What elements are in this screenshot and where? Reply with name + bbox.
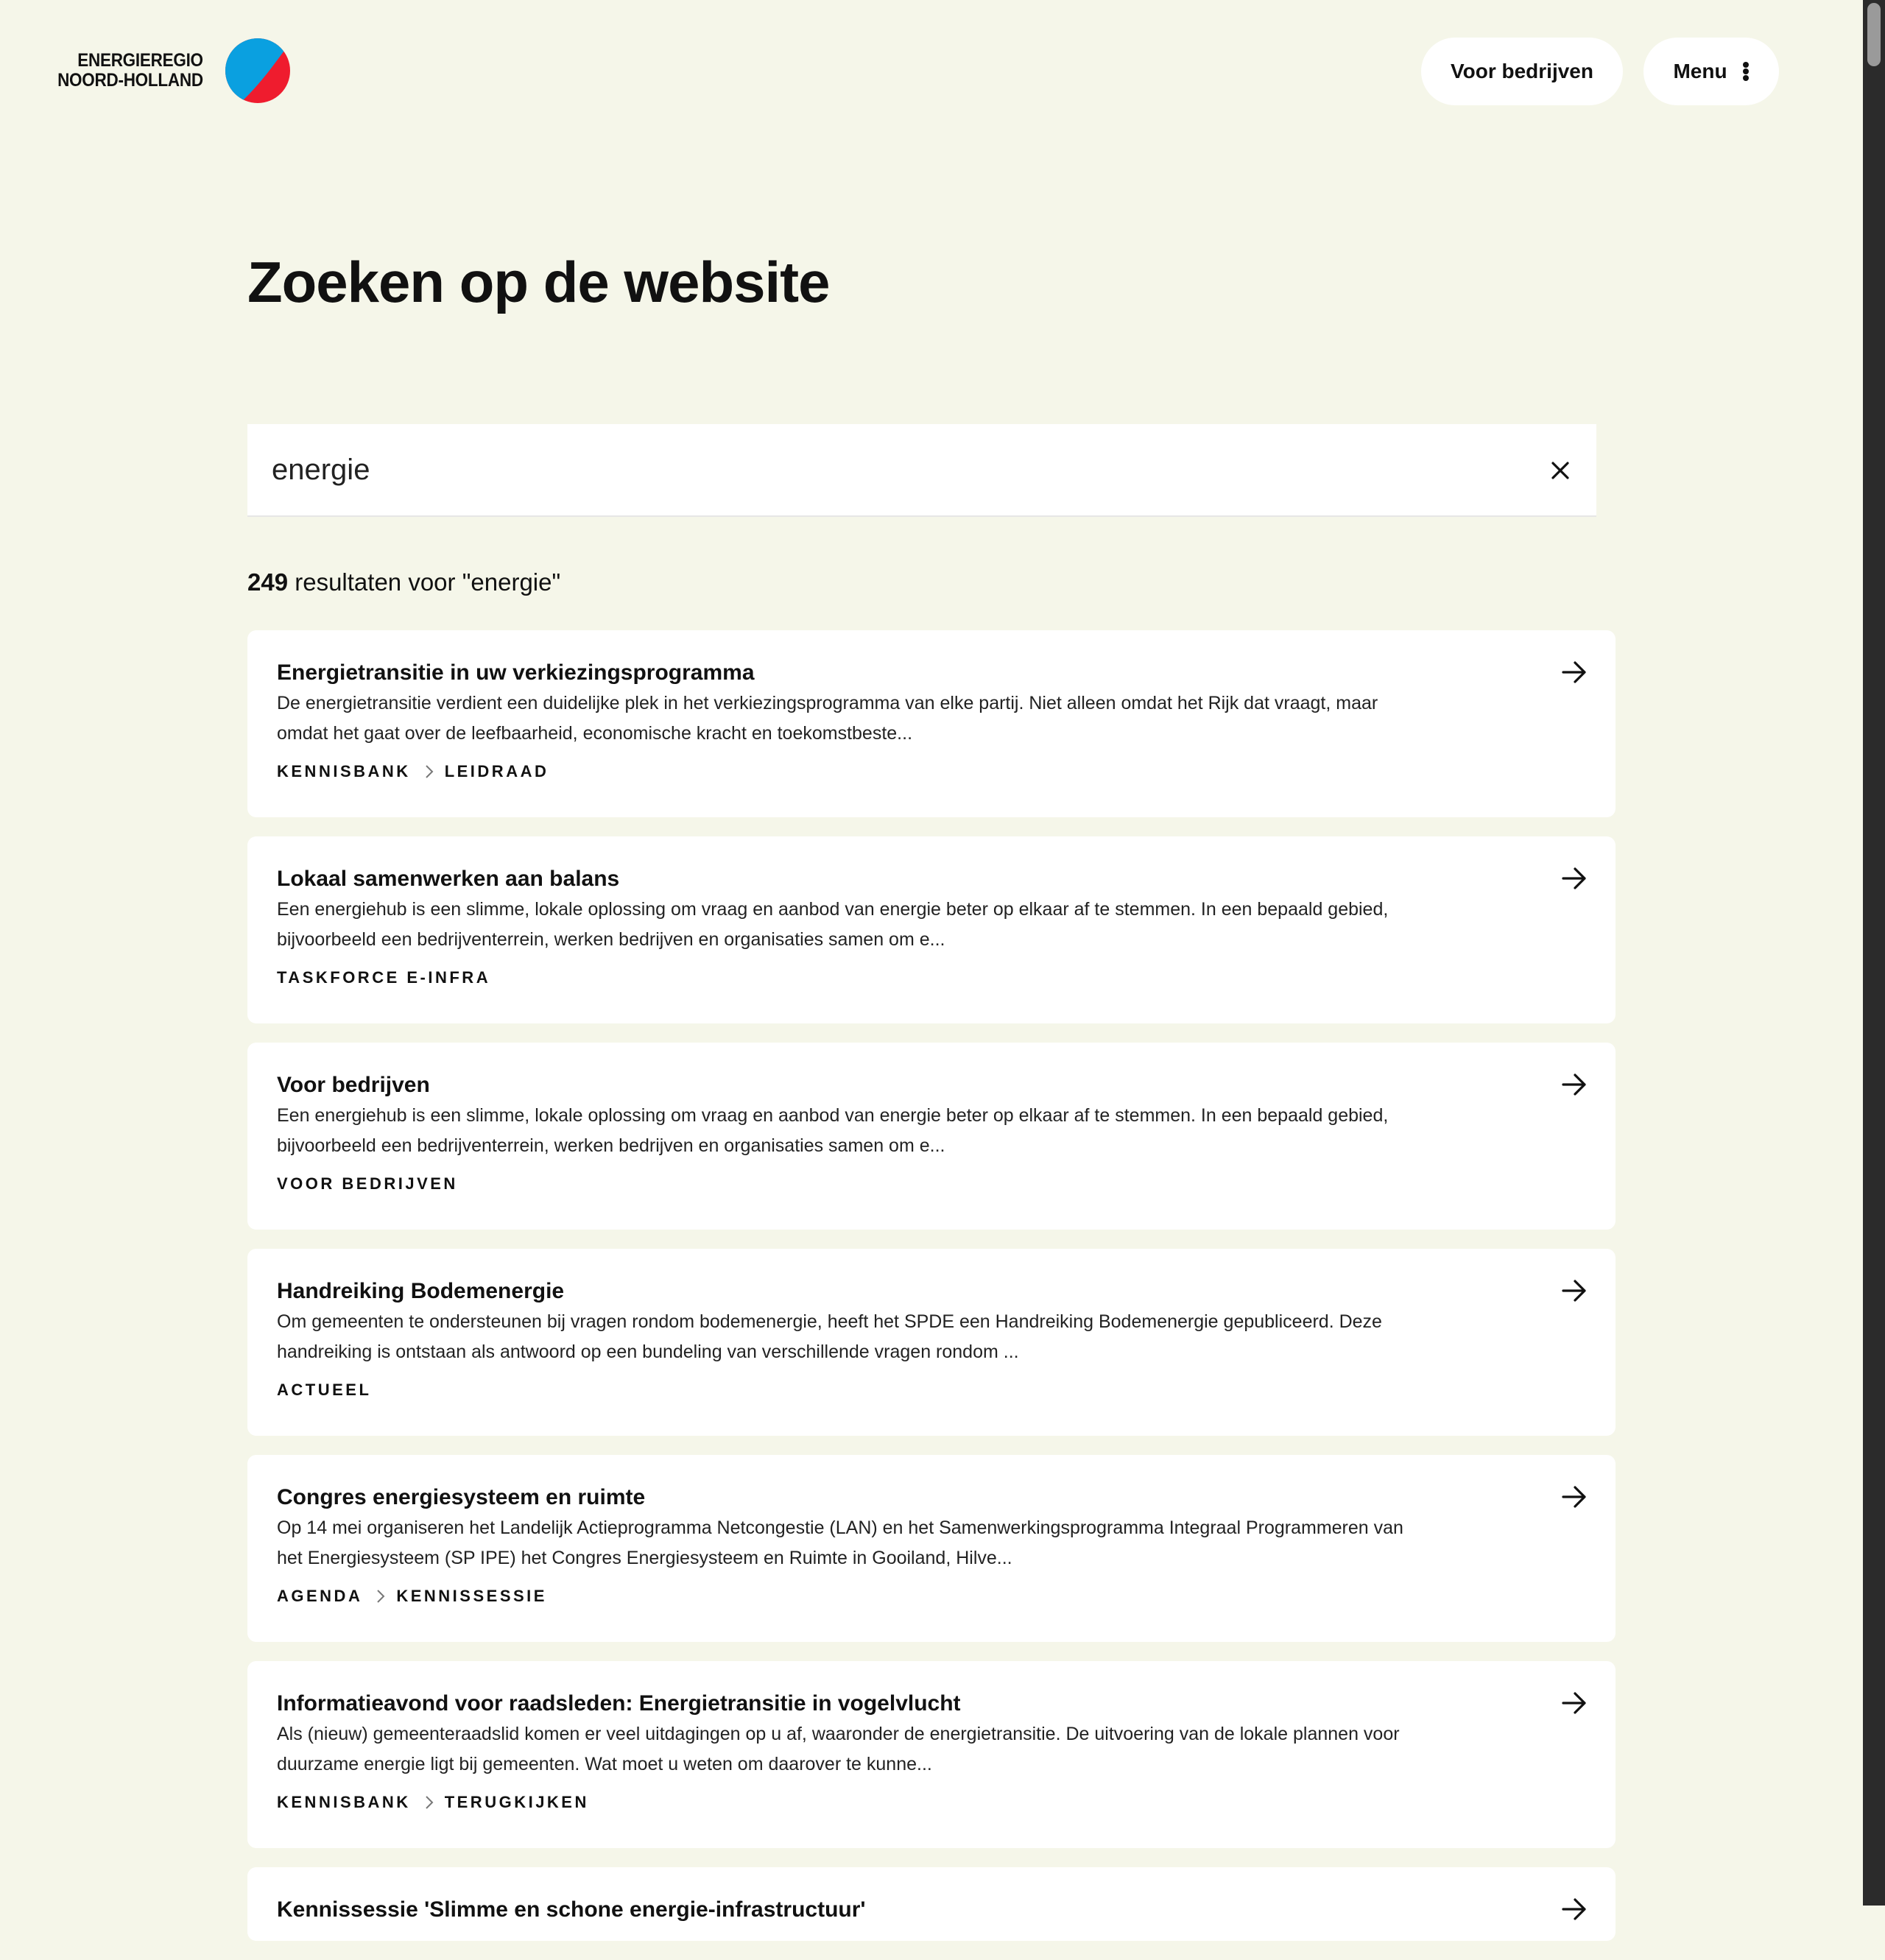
- result-title: Kennissessie 'Slimme en schone energie-infrastructuur': [277, 1897, 866, 1922]
- scrollbar[interactable]: [1863, 0, 1885, 1906]
- result-crumb[interactable]: VOOR BEDRIJVEN: [277, 1174, 458, 1193]
- arrow-right-icon: [1561, 1897, 1588, 1922]
- logo-line-2: NOORD-HOLLAND: [57, 70, 203, 91]
- result-count-number: 249: [247, 568, 289, 596]
- result-title: Energietransitie in uw verkiezingsprogramma: [277, 660, 755, 685]
- arrow-right-icon: [1561, 1484, 1588, 1509]
- results-list: [247, 630, 1616, 1960]
- result-title: Handreiking Bodemenergie: [277, 1279, 565, 1303]
- business-button[interactable]: [1421, 38, 1623, 105]
- chevron-right-icon: [424, 764, 434, 780]
- site-logo[interactable]: [57, 38, 290, 103]
- result-count: [247, 568, 560, 596]
- result-description: Een energiehub is een slimme, lokale oplossing om vraag en aanbod van energie beter op elkaar af te stemmen. In een bepaald gebied, bijvoorbeeld een bedrijventerrein, werken bedrijven en organisaties samen om e...: [277, 899, 1389, 950]
- result-card[interactable]: [247, 836, 1616, 1023]
- result-title: Informatieavond voor raadsleden: Energietransitie in vogelvlucht: [277, 1691, 961, 1716]
- result-crumb[interactable]: KENNISBANK: [277, 762, 411, 780]
- result-description: Op 14 mei organiseren het Landelijk Actieprogramma Netcongestie (LAN) en het Samenwerkingsprogramma Integraal Programmeren van het Energiesysteem (SP IPE) het Congres Energiesysteem en Ruimte in Gooiland, Hilve...: [277, 1517, 1403, 1568]
- result-description: De energietransitie verdient een duidelijke plek in het verkiezingsprogramma van elke partij. Niet alleen omdat het Rijk dat vraagt, maar omdat het gaat over de leefbaarheid, economische kracht en toekomstbeste...: [277, 693, 1378, 744]
- page-title: Zoeken op de website: [247, 250, 830, 314]
- result-breadcrumb: [277, 1793, 1586, 1812]
- result-title: Congres energiesysteem en ruimte: [277, 1485, 646, 1509]
- close-icon[interactable]: [1546, 456, 1574, 484]
- arrow-right-icon: [1561, 1278, 1588, 1303]
- result-crumb[interactable]: KENNISBANK: [277, 1793, 411, 1811]
- result-card[interactable]: [247, 1661, 1616, 1848]
- result-breadcrumb: [277, 1174, 1586, 1194]
- result-card[interactable]: [247, 630, 1616, 817]
- result-description: Om gemeenten te ondersteunen bij vragen rondom bodemenergie, heeft het SPDE een Handreiking Bodemenergie gepubliceerd. Deze handreiking is ontstaan als antwoord op een bundeling van verschillende vragen rondom ...: [277, 1311, 1382, 1362]
- result-count-text: resultaten voor "energie": [295, 568, 561, 596]
- arrow-right-icon: [1561, 1691, 1588, 1716]
- result-card[interactable]: [247, 1043, 1616, 1230]
- arrow-right-icon: [1561, 1072, 1588, 1097]
- result-breadcrumb: [277, 1381, 1586, 1400]
- result-breadcrumb: [277, 968, 1586, 987]
- more-vertical-icon: [1742, 62, 1750, 81]
- logo-wordmark: [57, 50, 203, 91]
- result-card[interactable]: [247, 1867, 1616, 1941]
- logo-line-1: ENERGIEREGIO: [77, 50, 203, 71]
- arrow-right-icon: [1561, 866, 1588, 891]
- result-crumb[interactable]: TERUGKIJKEN: [444, 1793, 589, 1811]
- result-crumb[interactable]: KENNISSESSIE: [396, 1587, 547, 1605]
- search-box: [247, 424, 1596, 517]
- menu-button-label: Menu: [1673, 60, 1727, 82]
- result-crumb[interactable]: LEIDRAAD: [444, 762, 549, 780]
- result-title: Voor bedrijven: [277, 1073, 430, 1097]
- logo-circle-icon: [225, 38, 290, 103]
- result-crumb[interactable]: AGENDA: [277, 1587, 363, 1605]
- result-crumb[interactable]: ACTUEEL: [277, 1381, 372, 1399]
- result-card[interactable]: [247, 1249, 1616, 1436]
- result-description: Als (nieuw) gemeenteraadslid komen er veel uitdagingen op u af, waaronder de energietransitie. De uitvoering van de lokale plannen voor duurzame energie ligt bij gemeenten. Wat moet u weten om daarover te kunne...: [277, 1724, 1400, 1774]
- chevron-right-icon: [376, 1588, 386, 1604]
- chevron-right-icon: [424, 1794, 434, 1811]
- scrollbar-thumb[interactable]: [1867, 3, 1881, 66]
- result-description: Een energiehub is een slimme, lokale oplossing om vraag en aanbod van energie beter op elkaar af te stemmen. In een bepaald gebied, bijvoorbeeld een bedrijventerrein, werken bedrijven en organisaties samen om e...: [277, 1105, 1389, 1156]
- arrow-right-icon: [1561, 660, 1588, 685]
- result-title: Lokaal samenwerken aan balans: [277, 867, 620, 891]
- result-card[interactable]: [247, 1455, 1616, 1642]
- menu-button[interactable]: [1643, 38, 1779, 105]
- result-breadcrumb: [277, 1587, 1586, 1606]
- search-input[interactable]: [247, 454, 1499, 487]
- result-crumb[interactable]: TASKFORCE E-INFRA: [277, 968, 491, 987]
- business-button-label: Voor bedrijven: [1451, 60, 1593, 82]
- result-breadcrumb: [277, 762, 1586, 781]
